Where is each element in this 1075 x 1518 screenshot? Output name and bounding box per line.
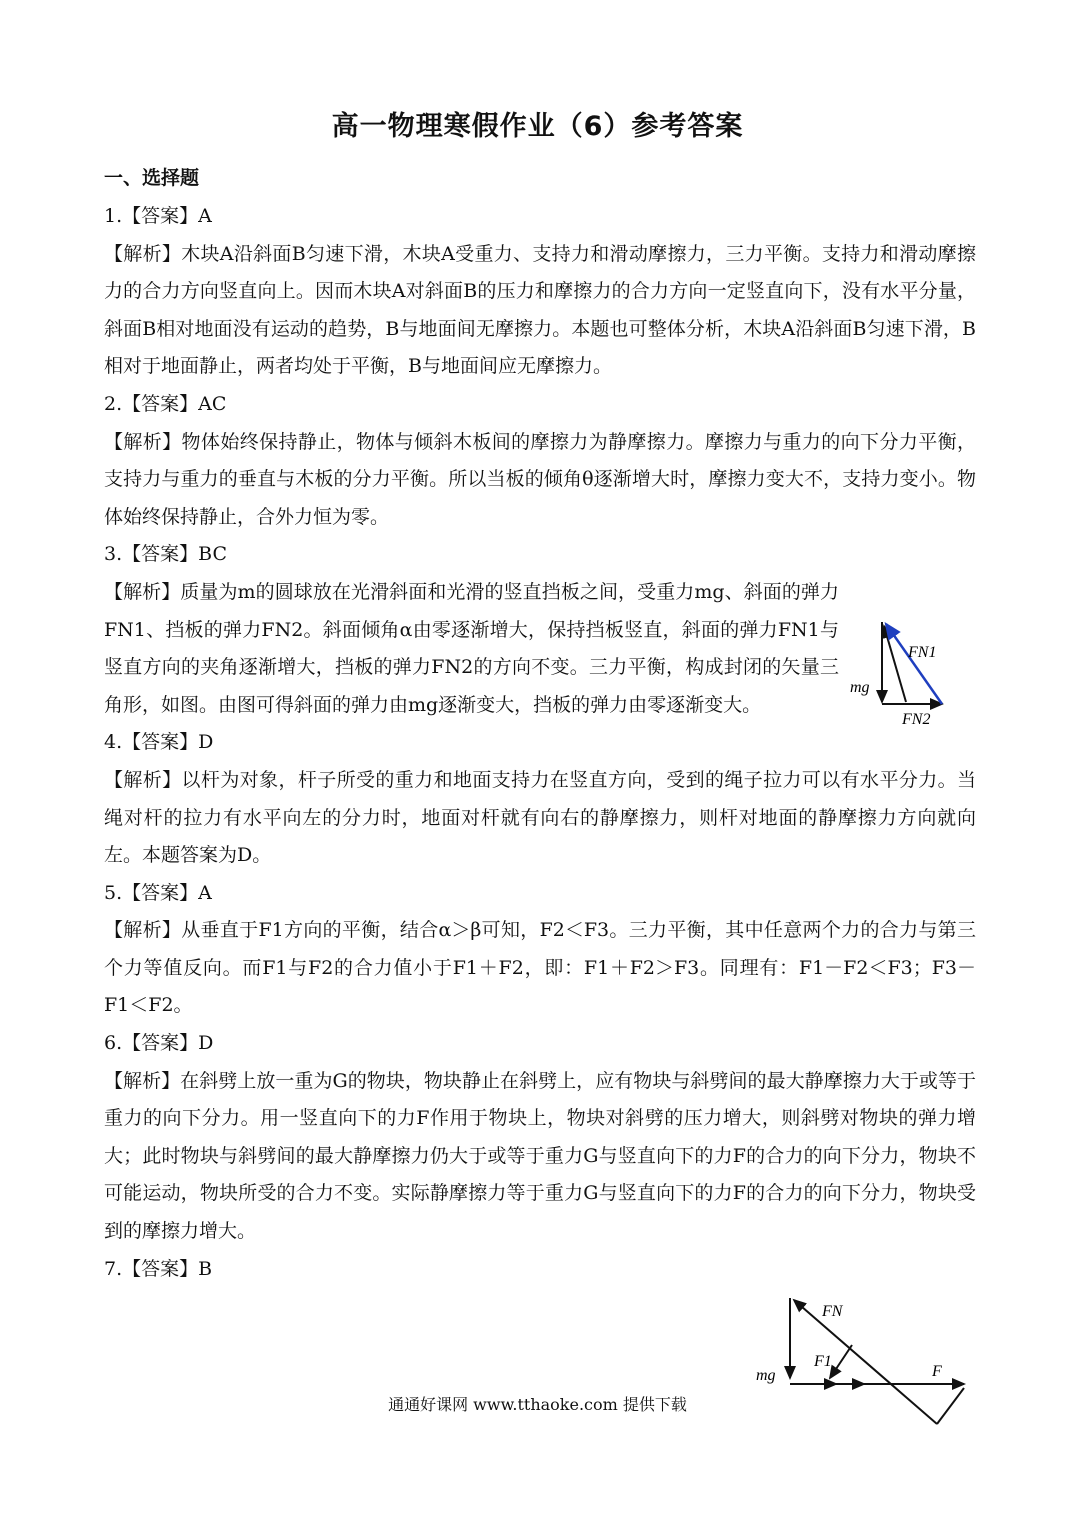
- answer-3: 3.【答案】BC: [104, 543, 227, 566]
- explanation-5: 【解析】从垂直于F1方向的平衡，结合α＞β可知，F2＜F3。三力平衡，其中任意两个力的合力与第三个力等值反向。而F1与F2的合力值小于F1＋F2，即：F1＋F2＞F3。同理有：F1－F2＜F3；F3－F1＜F2。: [104, 919, 976, 1017]
- f-label: F: [932, 1363, 942, 1380]
- fn1-label: FN1: [908, 644, 937, 661]
- vector-triangle-figure: [848, 612, 958, 727]
- answer-1: 1.【答案】A: [104, 205, 212, 227]
- fn2-label: FN2: [902, 711, 931, 727]
- page-title: 高一物理寒假作业（6）参考答案: [331, 111, 744, 142]
- f1-vector: [830, 1345, 852, 1378]
- f1-label: F1: [814, 1353, 832, 1370]
- answers-body: [104, 198, 976, 1288]
- answer-6: 6.【答案】D: [104, 1032, 214, 1055]
- fn-label: FN: [822, 1303, 843, 1320]
- answer-4: 4.【答案】D: [104, 731, 214, 754]
- section-heading: 一、选择题: [104, 167, 200, 189]
- mg-label-6: mg: [756, 1367, 776, 1384]
- explanation-4: 【解析】以杆为对象，杆子所受的重力和地面支持力在竖直方向，受到的绳子拉力可以有水平分力。当绳对杆的拉力有水平向左的分力时，地面对杆就有向右的静摩擦力，则杆对地面的静摩擦力方向就向左。本题答案为D。: [104, 768, 976, 867]
- explanation-3: 【解析】质量为m的圆球放在光滑斜面和光滑的竖直挡板之间，受重力mg、斜面的弹力FN1、挡板的弹力FN2。斜面倾角α由零逐渐增大，保持挡板竖直，斜面的弹力FN1与竖直方向的夹角逐渐增大，挡板的弹力FN2的方向不变。三力平衡，构成封闭的矢量三角形，如图。由图可得斜面的弹力由mg逐渐变大，挡板的弹力由零逐渐变大。: [104, 580, 839, 716]
- mg-label: mg: [850, 679, 870, 696]
- explanation-2: 【解析】物体始终保持静止，物体与倾斜木板间的摩擦力为静摩擦力。摩擦力与重力的向下分力平衡，支持力与重力的垂直与木板的分力平衡。所以当板的倾角θ逐渐增大时，摩擦力变大不，支持力变小。物体始终保持静止，合外力恒为零。: [104, 430, 976, 528]
- answer-2: 2.【答案】AC: [104, 392, 227, 415]
- explanation-6: 【解析】在斜劈上放一重为G的物块，物块静止在斜劈上，应有物块与斜劈间的最大静摩擦力大于或等于重力的向下分力。用一竖直向下的力F作用于物块上，物块对斜劈的压力增大，则斜劈对物块的弹力增大；此时物块与斜劈间的最大静摩擦力仍大于或等于重力G与竖直向下的力F的合力的向下分力，物块不可能运动，物块所受的合力不变。实际静摩擦力等于重力G与竖直向下的力F的合力的向下分力，物块受到的摩擦力增大。: [104, 1069, 976, 1243]
- footer-source: 通通好课网 www.tthaoke.com 提供下载: [388, 1395, 687, 1414]
- answer-5: 5.【答案】A: [104, 881, 212, 904]
- answer-7: 7.【答案】B: [104, 1257, 213, 1280]
- explanation-1: 【解析】木块A沿斜面B匀速下滑，木块A受重力、支持力和滑动摩擦力，三力平衡。支持力和滑动摩擦力的合力方向竖直向上。因而木块A对斜面B的压力和摩擦力的合力方向一定竖直向下，没有水平分量，斜面B相对地面没有运动的趋势，B与地面间无摩擦力。本题也可整体分析，木块A沿斜面B匀速下滑，B相对于地面静止，两者均处于平衡，B与地面间应无摩擦力。: [104, 242, 976, 378]
